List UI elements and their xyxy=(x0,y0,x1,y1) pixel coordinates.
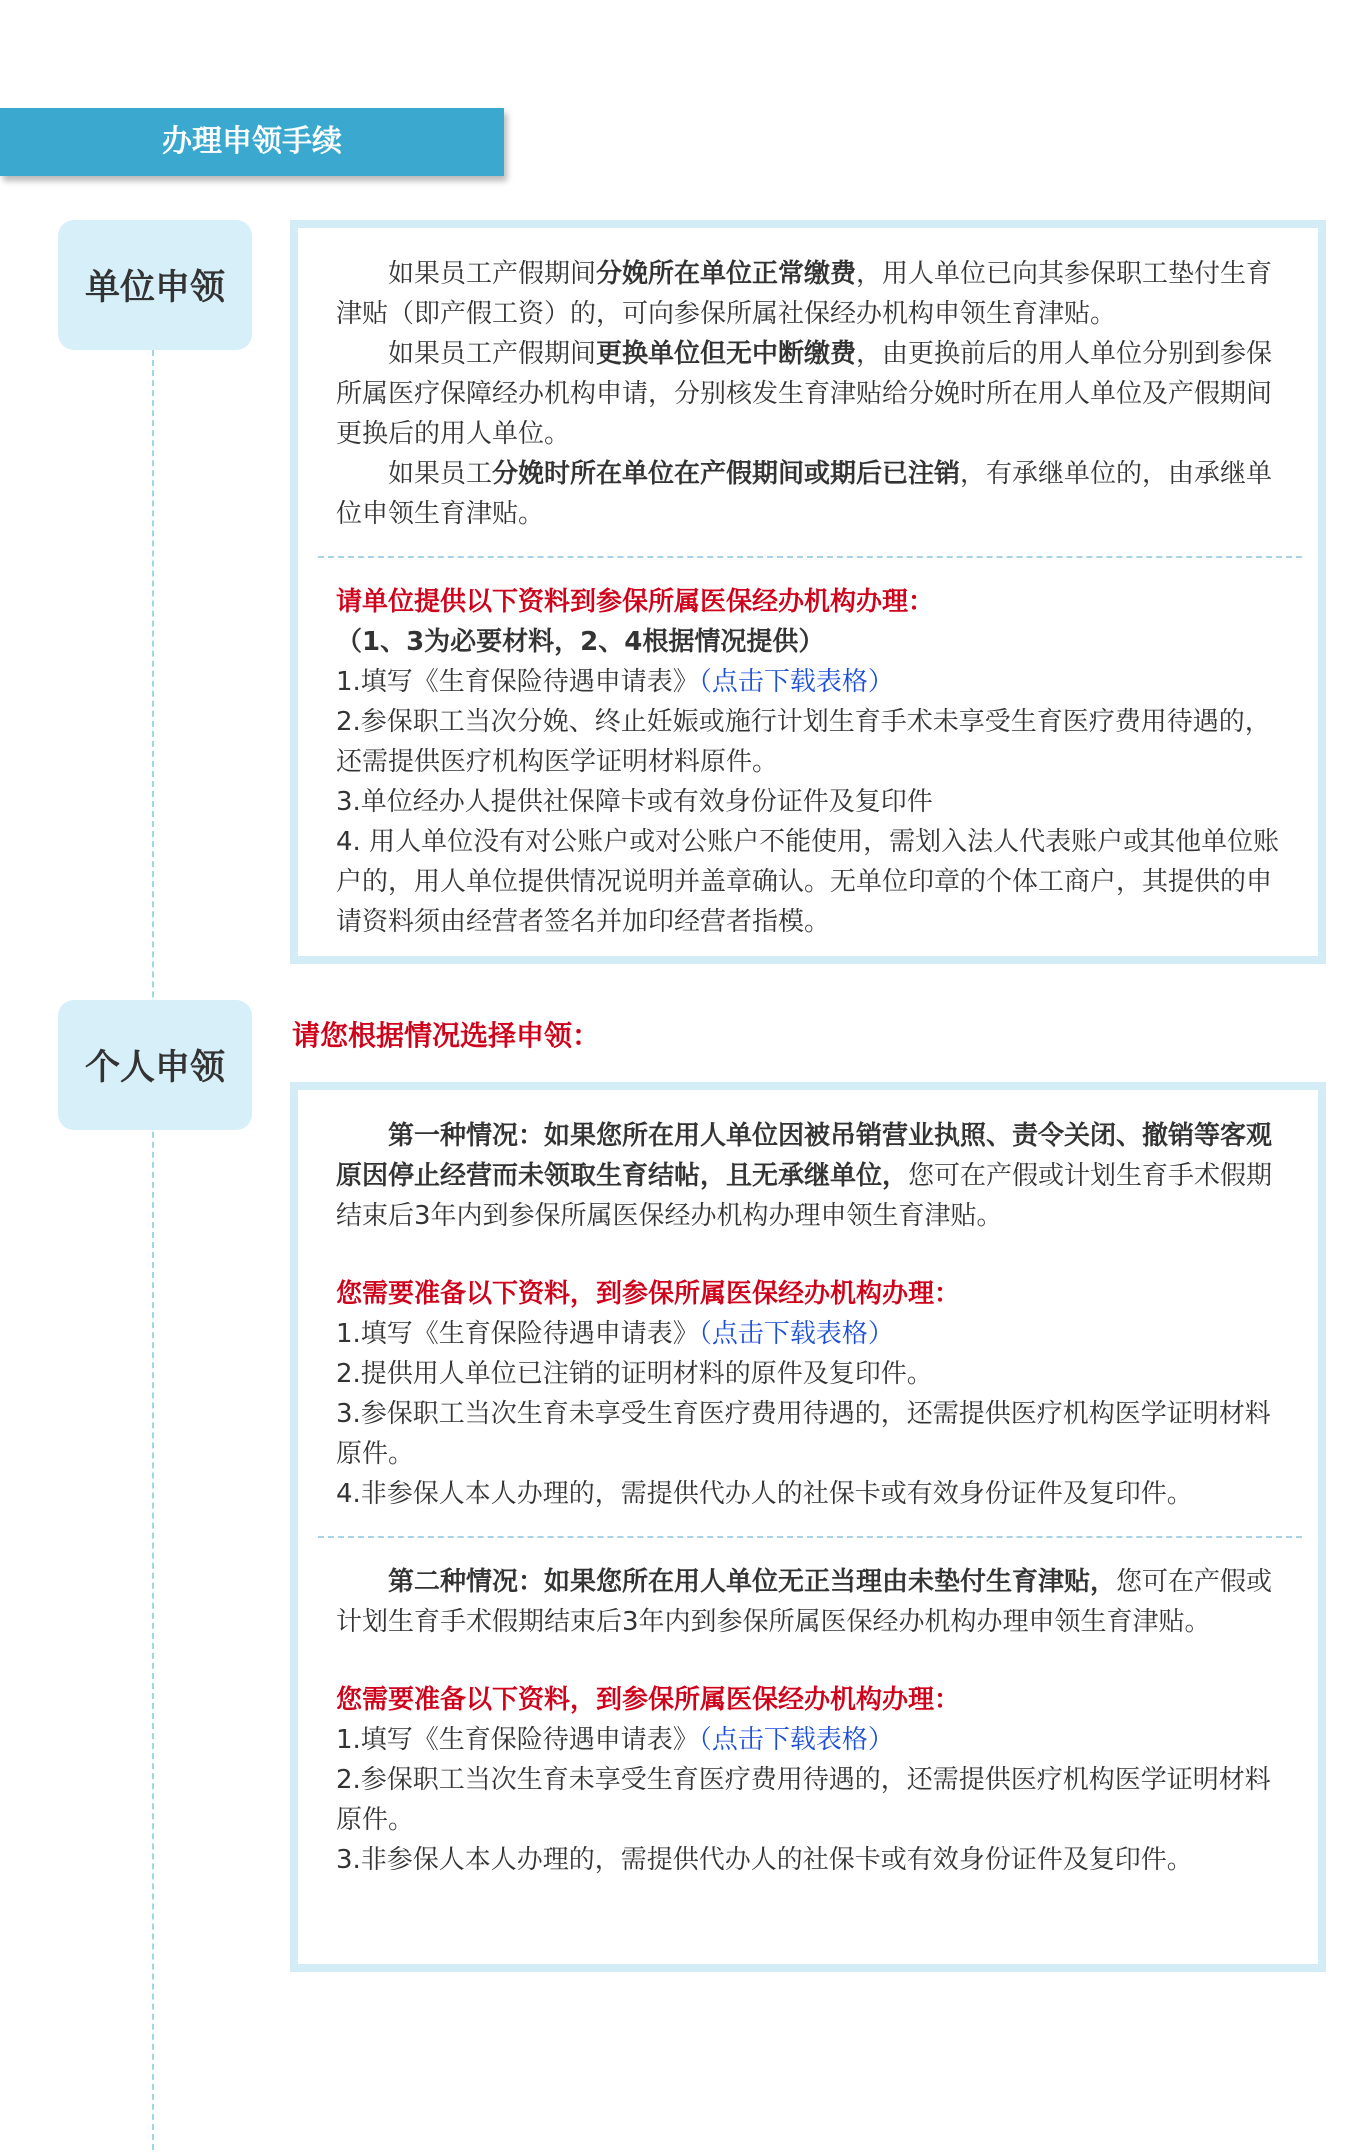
unit-item-2: 2.参保职工当次分娩、终止妊娠或施行计划生育手术未享受生育医疗费用待遇的，还需提供医疗机构医学证明材料原件。 xyxy=(336,707,1271,777)
case1-description: 第一种情况：如果您所在用人单位因被吊销营业执照、责令关闭、撤销等客观原因停止经营而未领取生育结帖，且无承继单位，您可在产假或计划生育手术假期结束后3年内到参保所属医保经办机构办理申领生育津贴。 xyxy=(336,1121,1273,1231)
unit-paragraph-3: 如果员工分娩时所在单位在产假期间或期后已注销，有承继单位的，由承继单位申领生育津贴。 xyxy=(336,459,1273,529)
case2-description: 第二种情况：如果您所在用人单位无正当理由未垫付生育津贴，您可在产假或计划生育手术假期结束后3年内到参保所属医保经办机构办理申领生育津贴。 xyxy=(336,1567,1273,1637)
download-form-link[interactable]: （点击下载表格） xyxy=(698,1725,894,1755)
unit-paragraph-1: 如果员工产假期间分娩所在单位正常缴费，用人单位已向其参保职工垫付生育津贴（即产假工资）的，可向参保所属社保经办机构申领生育津贴。 xyxy=(336,259,1273,329)
download-form-link[interactable]: （点击下载表格） xyxy=(698,1319,894,1349)
unit-apply-label: 单位申领 xyxy=(58,220,252,350)
unit-apply-panel xyxy=(290,220,1326,964)
unit-item-4: 4. 用人单位没有对公账户或对公账户不能使用，需划入法人代表账户或其他单位账户的，用人单位提供情况说明并盖章确认。无单位印章的个体工商户，其提供的申请资料须由经营者签名并加印经营者指模。 xyxy=(336,827,1280,937)
unit-item-3: 3.单位经办人提供社保障卡或有效身份证件及复印件 xyxy=(336,787,933,817)
divider xyxy=(318,556,1302,558)
case2-item-1: 1.填写《生育保险待遇申请表》（点击下载表格） xyxy=(336,1725,894,1755)
download-form-link[interactable]: （点击下载表格） xyxy=(698,667,894,697)
personal-apply-panel xyxy=(290,1082,1326,1972)
case2-requirements-title: 您需要准备以下资料，到参保所属医保经办机构办理： xyxy=(336,1685,961,1715)
unit-requirements-title: 请单位提供以下资料到参保所属医保经办机构办理： xyxy=(336,587,935,617)
case1-item-1: 1.填写《生育保险待遇申请表》（点击下载表格） xyxy=(336,1319,894,1349)
case1-requirements-title: 您需要准备以下资料，到参保所属医保经办机构办理： xyxy=(336,1279,961,1309)
unit-item-1: 1.填写《生育保险待遇申请表》（点击下载表格） xyxy=(336,667,894,697)
choose-prompt: 请您根据情况选择申领： xyxy=(292,1019,601,1052)
unit-paragraph-2: 如果员工产假期间更换单位但无中断缴费，由更换前后的用人单位分别到参保所属医疗保障经办机构申请，分别核发生育津贴给分娩时所在用人单位及产假期间更换后的用人单位。 xyxy=(336,339,1273,449)
section-title: 办理申领手续 xyxy=(0,108,504,176)
unit-requirements-note: （1、3为必要材料，2、4根据情况提供） xyxy=(336,627,825,657)
timeline-line xyxy=(152,350,154,2150)
case2-item-3: 3.非参保人本人办理的，需提供代办人的社保卡或有效身份证件及复印件。 xyxy=(336,1845,1193,1875)
case1-item-3: 3.参保职工当次生育未享受生育医疗费用待遇的，还需提供医疗机构医学证明材料原件。 xyxy=(336,1399,1271,1469)
case2-item-2: 2.参保职工当次生育未享受生育医疗费用待遇的，还需提供医疗机构医学证明材料原件。 xyxy=(336,1765,1271,1835)
case1-item-2: 2.提供用人单位已注销的证明材料的原件及复印件。 xyxy=(336,1359,933,1389)
personal-apply-label: 个人申领 xyxy=(58,1000,252,1130)
case1-item-4: 4.非参保人本人办理的，需提供代办人的社保卡或有效身份证件及复印件。 xyxy=(336,1479,1193,1509)
divider xyxy=(318,1536,1302,1538)
